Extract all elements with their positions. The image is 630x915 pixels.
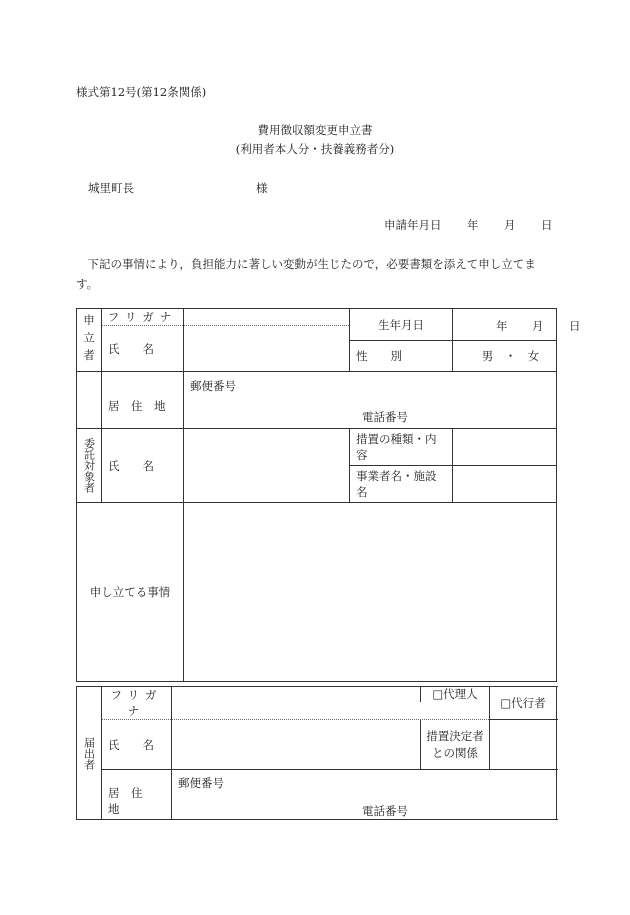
gender-field[interactable] <box>453 341 557 372</box>
application-year-unit: 年 <box>467 218 479 232</box>
birthdate-label: 生年月日 <box>350 309 453 341</box>
applicant-table <box>76 308 581 682</box>
application-day-unit: 日 <box>541 218 553 232</box>
birth-year-unit: 年 <box>496 319 508 333</box>
client-name-field[interactable] <box>184 429 350 503</box>
notifier-address-field[interactable] <box>172 770 557 820</box>
honorific: 様 <box>256 181 268 195</box>
gender-label: 性 別 <box>350 341 453 372</box>
birth-month-unit: 月 <box>532 319 544 333</box>
applicant-furigana-label: フリガナ <box>102 309 184 326</box>
applicant-address-label: 居 住 地 <box>102 372 184 429</box>
intro-text: 下記の事情により，負担能力に著しい変動が生じたので，必要書類を添えて申し立てます。 <box>76 257 536 291</box>
addressee: 城里町長 <box>88 181 134 195</box>
form-number: 様式第12号(第12条関係) <box>76 85 207 99</box>
birthdate-field[interactable] <box>453 309 581 341</box>
notifier-name-label: 氏 名 <box>102 720 172 770</box>
notifier-furigana-field[interactable] <box>172 687 490 720</box>
applicant-phone-label: 電話番号 <box>362 410 408 424</box>
agent-checkbox[interactable]: □代理人 <box>420 686 489 702</box>
client-name-label: 氏 名 <box>102 429 184 503</box>
facility-name-field[interactable] <box>453 466 557 503</box>
client-section-label: 委託対象者 <box>77 429 102 503</box>
applicant-postal-label: 郵便番号 <box>190 379 236 393</box>
measure-type-field[interactable] <box>453 429 557 466</box>
reason-field[interactable] <box>184 503 557 682</box>
relation-label-line2: との関係 <box>432 745 478 760</box>
relation-label-line1: 措置決定者 <box>426 728 484 743</box>
form-title: 費用徴収額変更申立書 <box>257 123 373 137</box>
facility-name-label: 事業者名・施設名 <box>350 466 453 503</box>
applicant-section-label: 申立者 <box>77 309 102 372</box>
application-month-unit: 月 <box>504 218 516 232</box>
application-date-label: 申請年月日 <box>384 218 442 232</box>
notifier-postal-label: 郵便番号 <box>178 776 224 790</box>
applicant-name-label: 氏 名 <box>102 326 184 372</box>
measure-type-label: 措置の種類・内容 <box>350 429 453 466</box>
applicant-furigana-field[interactable] <box>184 309 350 326</box>
relation-label <box>420 720 489 769</box>
proxy-checkbox[interactable]: □代行者 <box>490 687 557 720</box>
address-section-spacer <box>77 372 102 429</box>
notifier-address-label: 居 住 地 <box>102 770 172 820</box>
notifier-table <box>76 686 557 820</box>
applicant-address-field[interactable] <box>184 372 557 429</box>
notifier-section-label: 届出者 <box>77 687 102 820</box>
notifier-name-field[interactable] <box>172 720 490 770</box>
relation-field[interactable] <box>490 720 557 770</box>
reason-label: 申し立てる事情 <box>77 503 184 682</box>
notifier-phone-label: 電話番号 <box>362 804 408 818</box>
notifier-furigana-label: フリガナ <box>102 687 172 720</box>
applicant-name-field[interactable] <box>184 326 350 372</box>
form-subtitle: (利用者本人分・扶養義務者分) <box>235 142 395 156</box>
gender-options[interactable]: 男 ・ 女 <box>481 349 540 363</box>
birth-day-unit: 日 <box>569 319 581 333</box>
